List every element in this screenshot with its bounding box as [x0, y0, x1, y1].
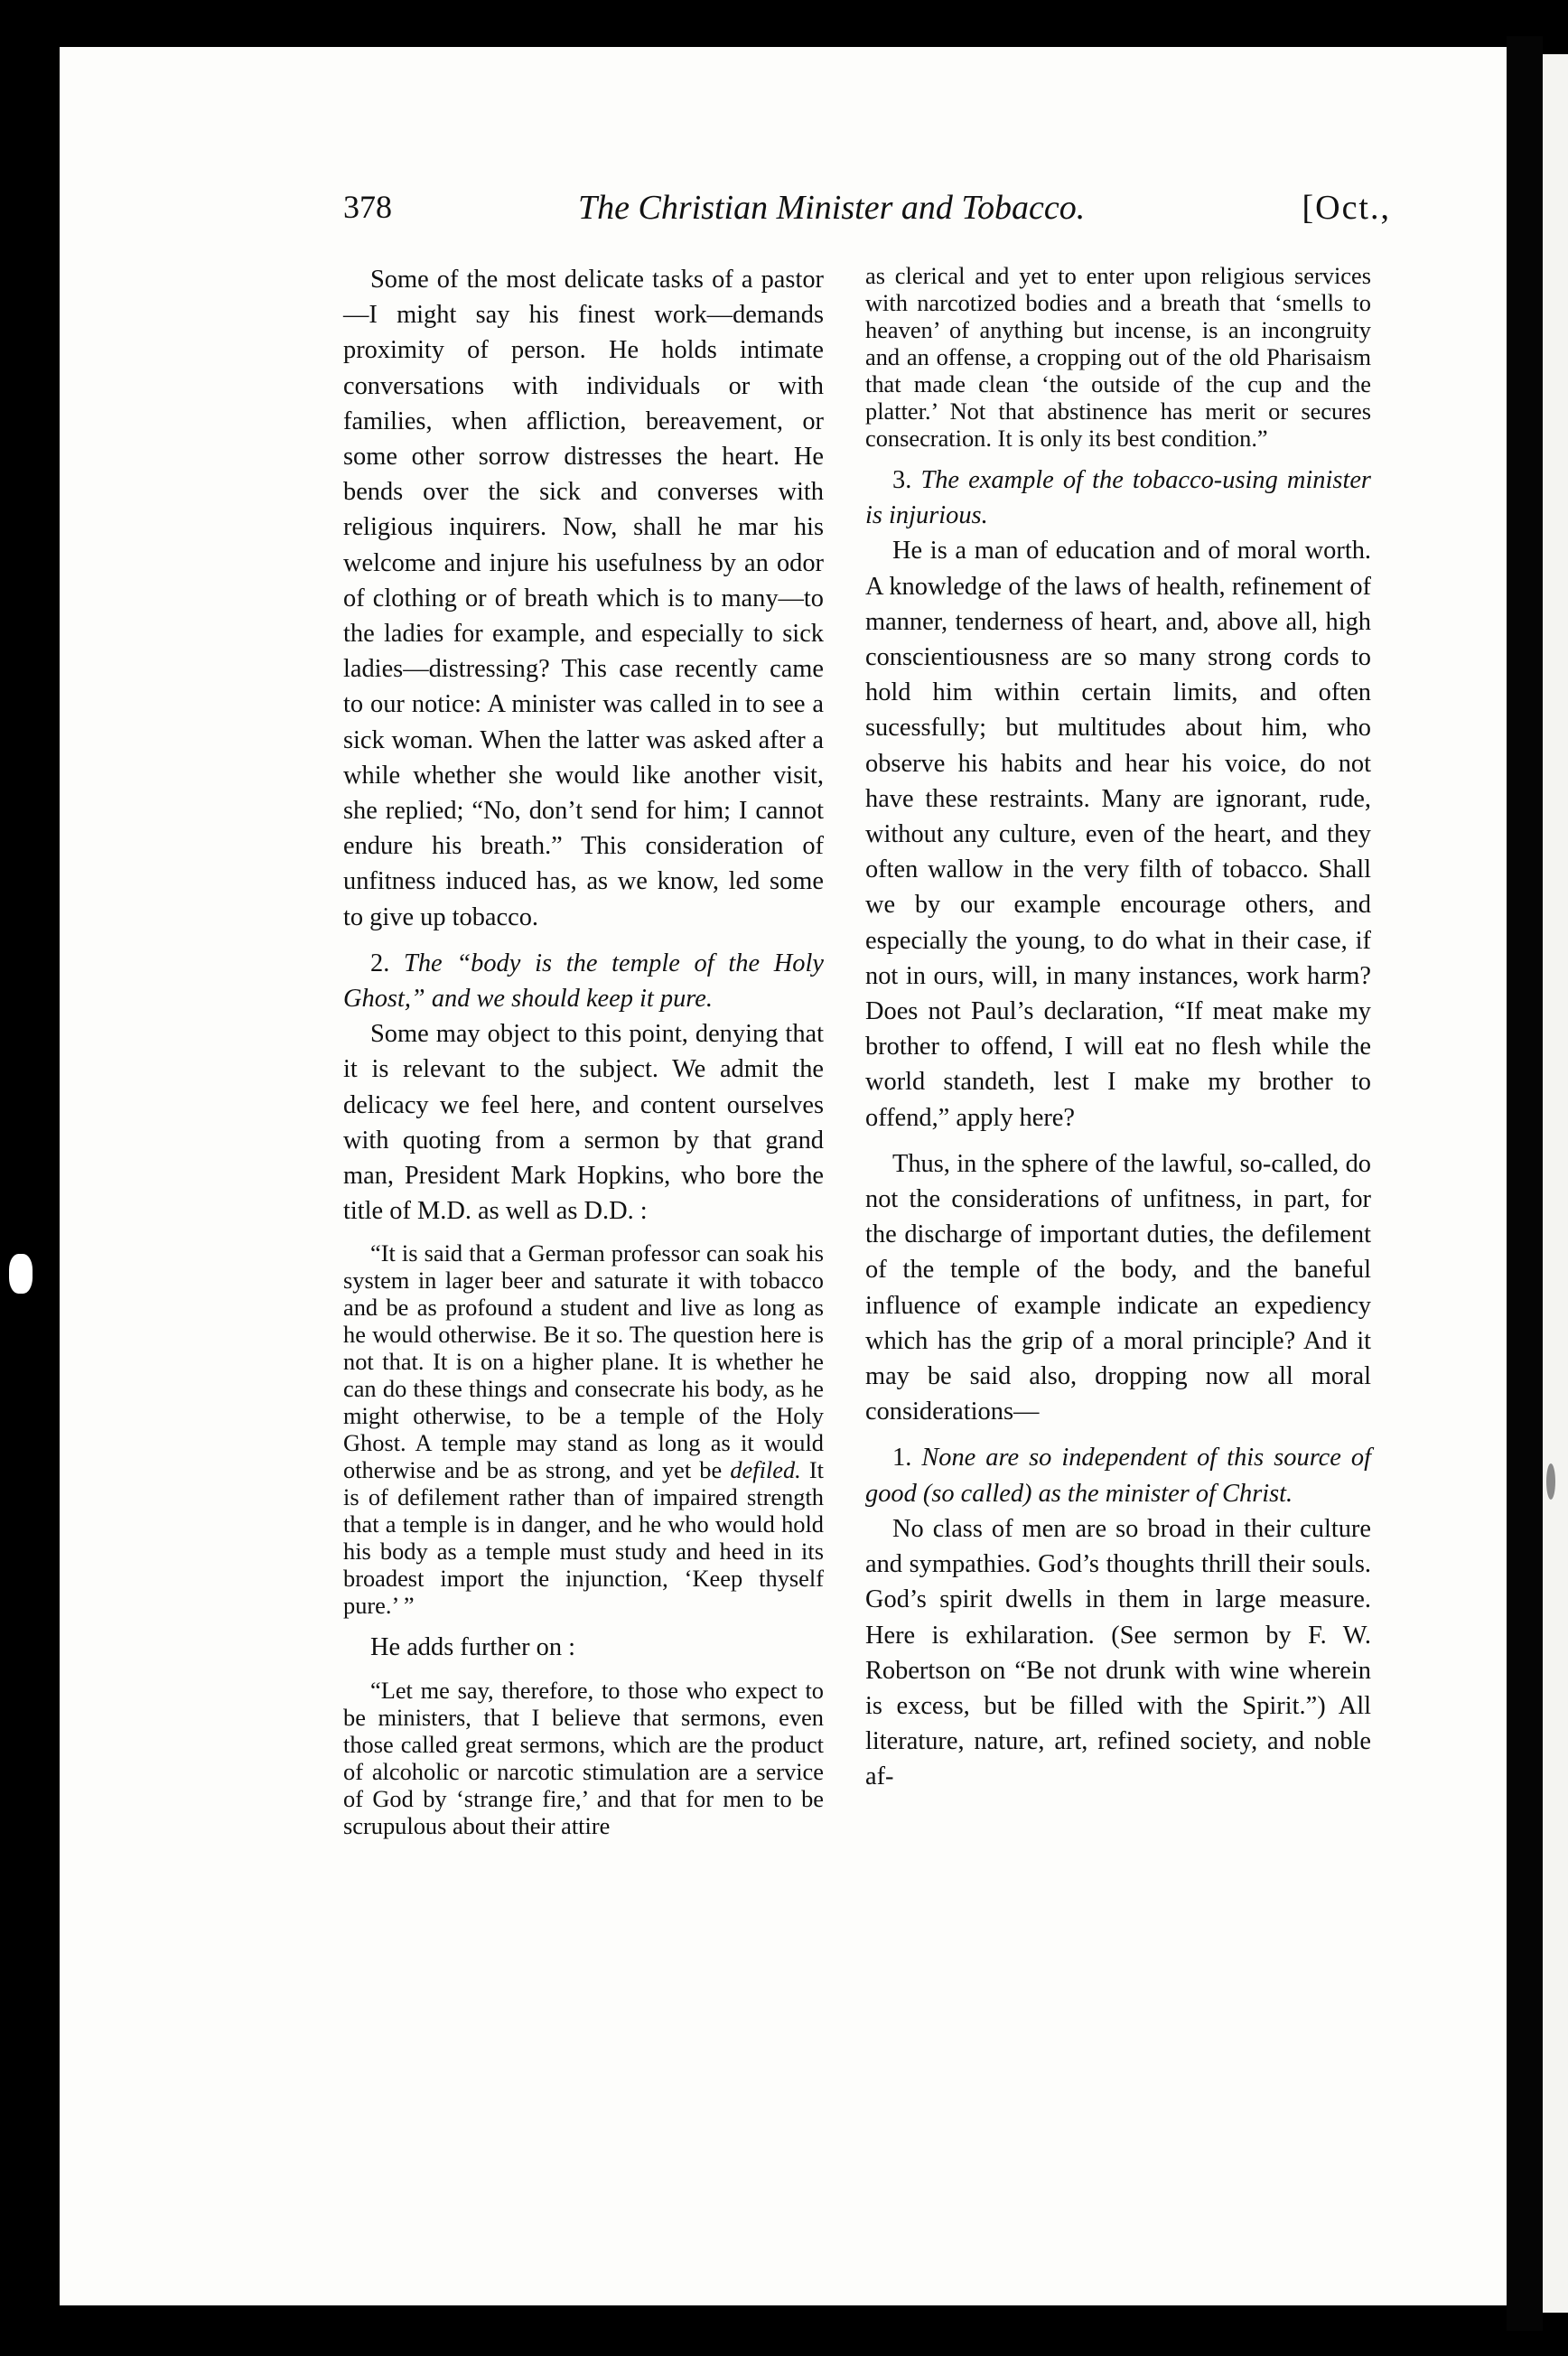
page-number: 378: [343, 189, 392, 225]
paragraph-proximity: Some of the most delicate tasks of a pastor—I might say his finest work—demands proximity of person. He holds intimate conversations with individuals or with families, when affliction, bereavement, or some other sorrow distresses the heart. He bends over the sick and converses with religious inquirers. Now, shall he mar his welcome and injure his usefulness by an odor of clothing or of breath which is to many—to the ladies for example, and especially to sick ladies—distressing? This case recently came to our notice: A minister was called in to see a sick woman. When the latter was asked after a while whether she would like another visit, she replied; “No, don’t send for him; I cannot endure his breath.” This consideration of unfitness induced has, as we know, led some to give up tobacco.: [343, 266, 824, 931]
section-title: None are so independent of this source of good (so called) as the minister of Christ.: [865, 1444, 1371, 1508]
header-month: [Oct.,: [1302, 189, 1391, 227]
section-heading-2: [343, 946, 824, 1016]
section-heading-3: [865, 463, 1371, 533]
section-number: 2.: [370, 949, 390, 977]
quote-hopkins: [343, 1239, 824, 1619]
quote-ministers: “Let me say, therefore, to those who expect to be ministers, that I believe that sermons, even those called great sermons, which are the product of alcoholic or narcotic stimulation are a service of God by ‘strange fire,’ and that for men to be scrupulous about their attire: [343, 1676, 824, 1839]
paragraph-culture: No class of men are so broad in their culture and sympathies. God’s thoughts thrill their souls. God’s spirit dwells in them in large measure. Here is exhilaration. (See sermon by F. W. Robertson on “Be not drunk with wine wherein is excess, but be filled with the Spirit.”) All literature, nature, art, refined society, and noble af-: [865, 1514, 1371, 1791]
section-title: The “body is the temple of the Holy Ghost,” and we should keep it pure.: [343, 949, 824, 1014]
quote-text: “It is said that a German professor can soak his system in lager beer and saturate it with tobacco and be as profound a student and live as long as he would otherwise. Be it so. The question here is not that. It is on a higher plane. It is whether he can do these things and consecrate his body, as he might otherwise, to be a temple of the Holy Ghost. A temple may stand as long as it would otherwise and be as strong, and yet be: [343, 1239, 824, 1484]
page-header: [343, 188, 1391, 242]
scan-artifact: [9, 1254, 33, 1294]
paragraph-example: He is a man of education and of moral worth. A knowledge of the laws of health, refinement of manner, tenderness of heart, and, above all, high conscientiousness are so many strong cords to hold him within certain limits, and often sucessfully; but multitudes about him, who observe his habits and hear his voice, do not have these restraints. Many are ignorant, rude, without any culture, even of the heart, and they often wallow in the very filth of tobacco. Shall we by our example encourage others, and especially the young, to do what in their case, if not in ours, will, in many instances, work harm? Does not Paul’s declaration, “If meat make my brother to offend, I will eat no flesh while the world standeth, lest I make my brother to offend,” apply here?: [865, 537, 1371, 1132]
quote-emphasis: defiled.: [730, 1456, 801, 1484]
quote-text-cont: It is of defilement rather than of impaired strength that a temple is in danger, and he who would hold his body as a temple must study and heed in its broadest import the injunction, ‘Keep thyself pure.’ ”: [343, 1456, 825, 1620]
running-title: The Christian Minister and Tobacco.: [578, 189, 1086, 227]
right-column: [865, 262, 1371, 1795]
book-gutter: [1507, 36, 1543, 2331]
facing-page-edge: [1543, 54, 1568, 2313]
paragraph-adds: He adds further on :: [370, 1633, 576, 1662]
paragraph-objection: Some may object to this point, denying that it is relevant to the subject. We admit the delicacy we feel here, and content ourselves with quoting from a sermon by that grand man, President Mark Hopkins, who bore the title of M.D. as well as D.D. :: [343, 1020, 824, 1226]
section-heading-1: [865, 1440, 1371, 1510]
section-number: 3.: [892, 466, 912, 494]
left-column: [343, 262, 824, 1839]
paragraph-lawful: Thus, in the sphere of the lawful, so-called, do not the considerations of unfitness, in part, for the discharge of important duties, the defilement of the temple of the body, and the baneful influence of example indicate an expediency which has the grip of a moral principle? And it may be said also, dropping now all moral considerations—: [865, 1149, 1371, 1426]
quote-ministers-cont: as clerical and yet to enter upon religious services with narcotized bodies and a breath that ‘smells to heaven’ of anything but incense, is an incongruity and an offense, a cropping out of the old Pharisaism that made clean ‘the outside of the cup and the platter.’ Not that abstinence has merit or secures consecration. It is only its best condition.”: [865, 262, 1371, 452]
scan-artifact-right: [1546, 1463, 1555, 1500]
section-title: The example of the tobacco-using minister is injurious.: [865, 466, 1371, 530]
section-number: 1.: [892, 1444, 912, 1472]
